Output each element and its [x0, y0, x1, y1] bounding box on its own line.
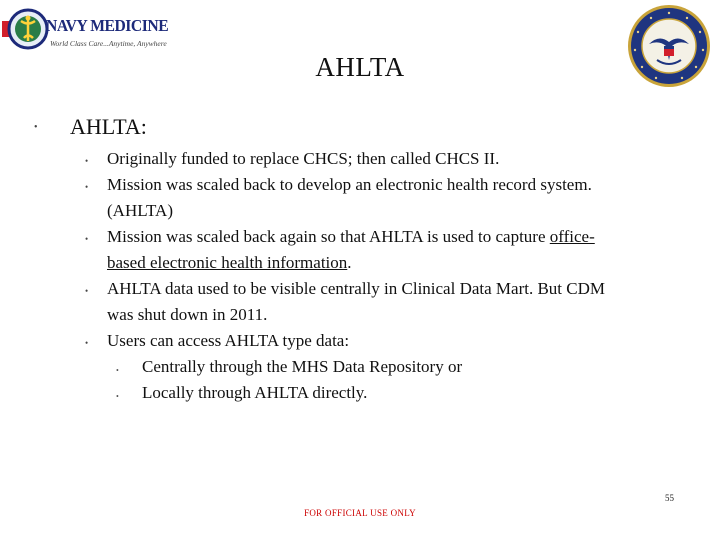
- main-bullet-text: AHLTA:: [70, 114, 147, 139]
- logo-brand-name: NAVY MEDICINE: [46, 16, 169, 35]
- sub-list-item: Centrally through the MHS Data Repository or: [142, 357, 463, 376]
- bullet-marker: •: [34, 122, 38, 133]
- bullet-marker: •: [85, 338, 89, 348]
- slide-title: AHLTA: [315, 52, 405, 82]
- list-item: [107, 146, 697, 172]
- list-item: [107, 172, 697, 224]
- list-item-text-continued: was shut down in 2011.: [107, 305, 268, 324]
- bullet-marker: •: [85, 234, 89, 244]
- sub-bullet-marker: •: [116, 366, 119, 375]
- list-item-text: Mission was scaled back to develop an electronic health record system.: [107, 175, 592, 194]
- sub-list-item: Locally through AHLTA directly.: [142, 383, 368, 402]
- list-item: [107, 276, 697, 328]
- underlined-text: office-: [549, 227, 595, 246]
- list-item: [107, 224, 697, 276]
- list-item-text: Originally funded to replace CHCS; then called CHCS II.: [107, 149, 500, 168]
- logo-tagline: World Class Care...Anytime, Anywhere: [50, 39, 167, 48]
- classification-footer: FOR OFFICIAL USE ONLY: [304, 508, 416, 518]
- list-item-text: Mission was scaled back again so that AHLTA is used to capture: [107, 227, 550, 246]
- list-item-text: AHLTA data used to be visible centrally in Clinical Data Mart. But CDM: [107, 279, 606, 298]
- list-item-text-continued: (AHLTA): [107, 201, 173, 220]
- sub-bullet-marker: •: [116, 392, 119, 401]
- list-item-text: Users can access AHLTA type data:: [107, 331, 350, 350]
- list-item-text: .: [347, 253, 352, 272]
- underlined-text: based electronic health information: [107, 253, 348, 272]
- bullet-marker: •: [85, 286, 89, 296]
- navy-medicine-logo: [2, 4, 169, 54]
- bullet-marker: •: [85, 156, 89, 166]
- page-number: 55: [665, 493, 674, 503]
- list-item: [107, 328, 697, 354]
- bullet-marker: •: [85, 182, 89, 192]
